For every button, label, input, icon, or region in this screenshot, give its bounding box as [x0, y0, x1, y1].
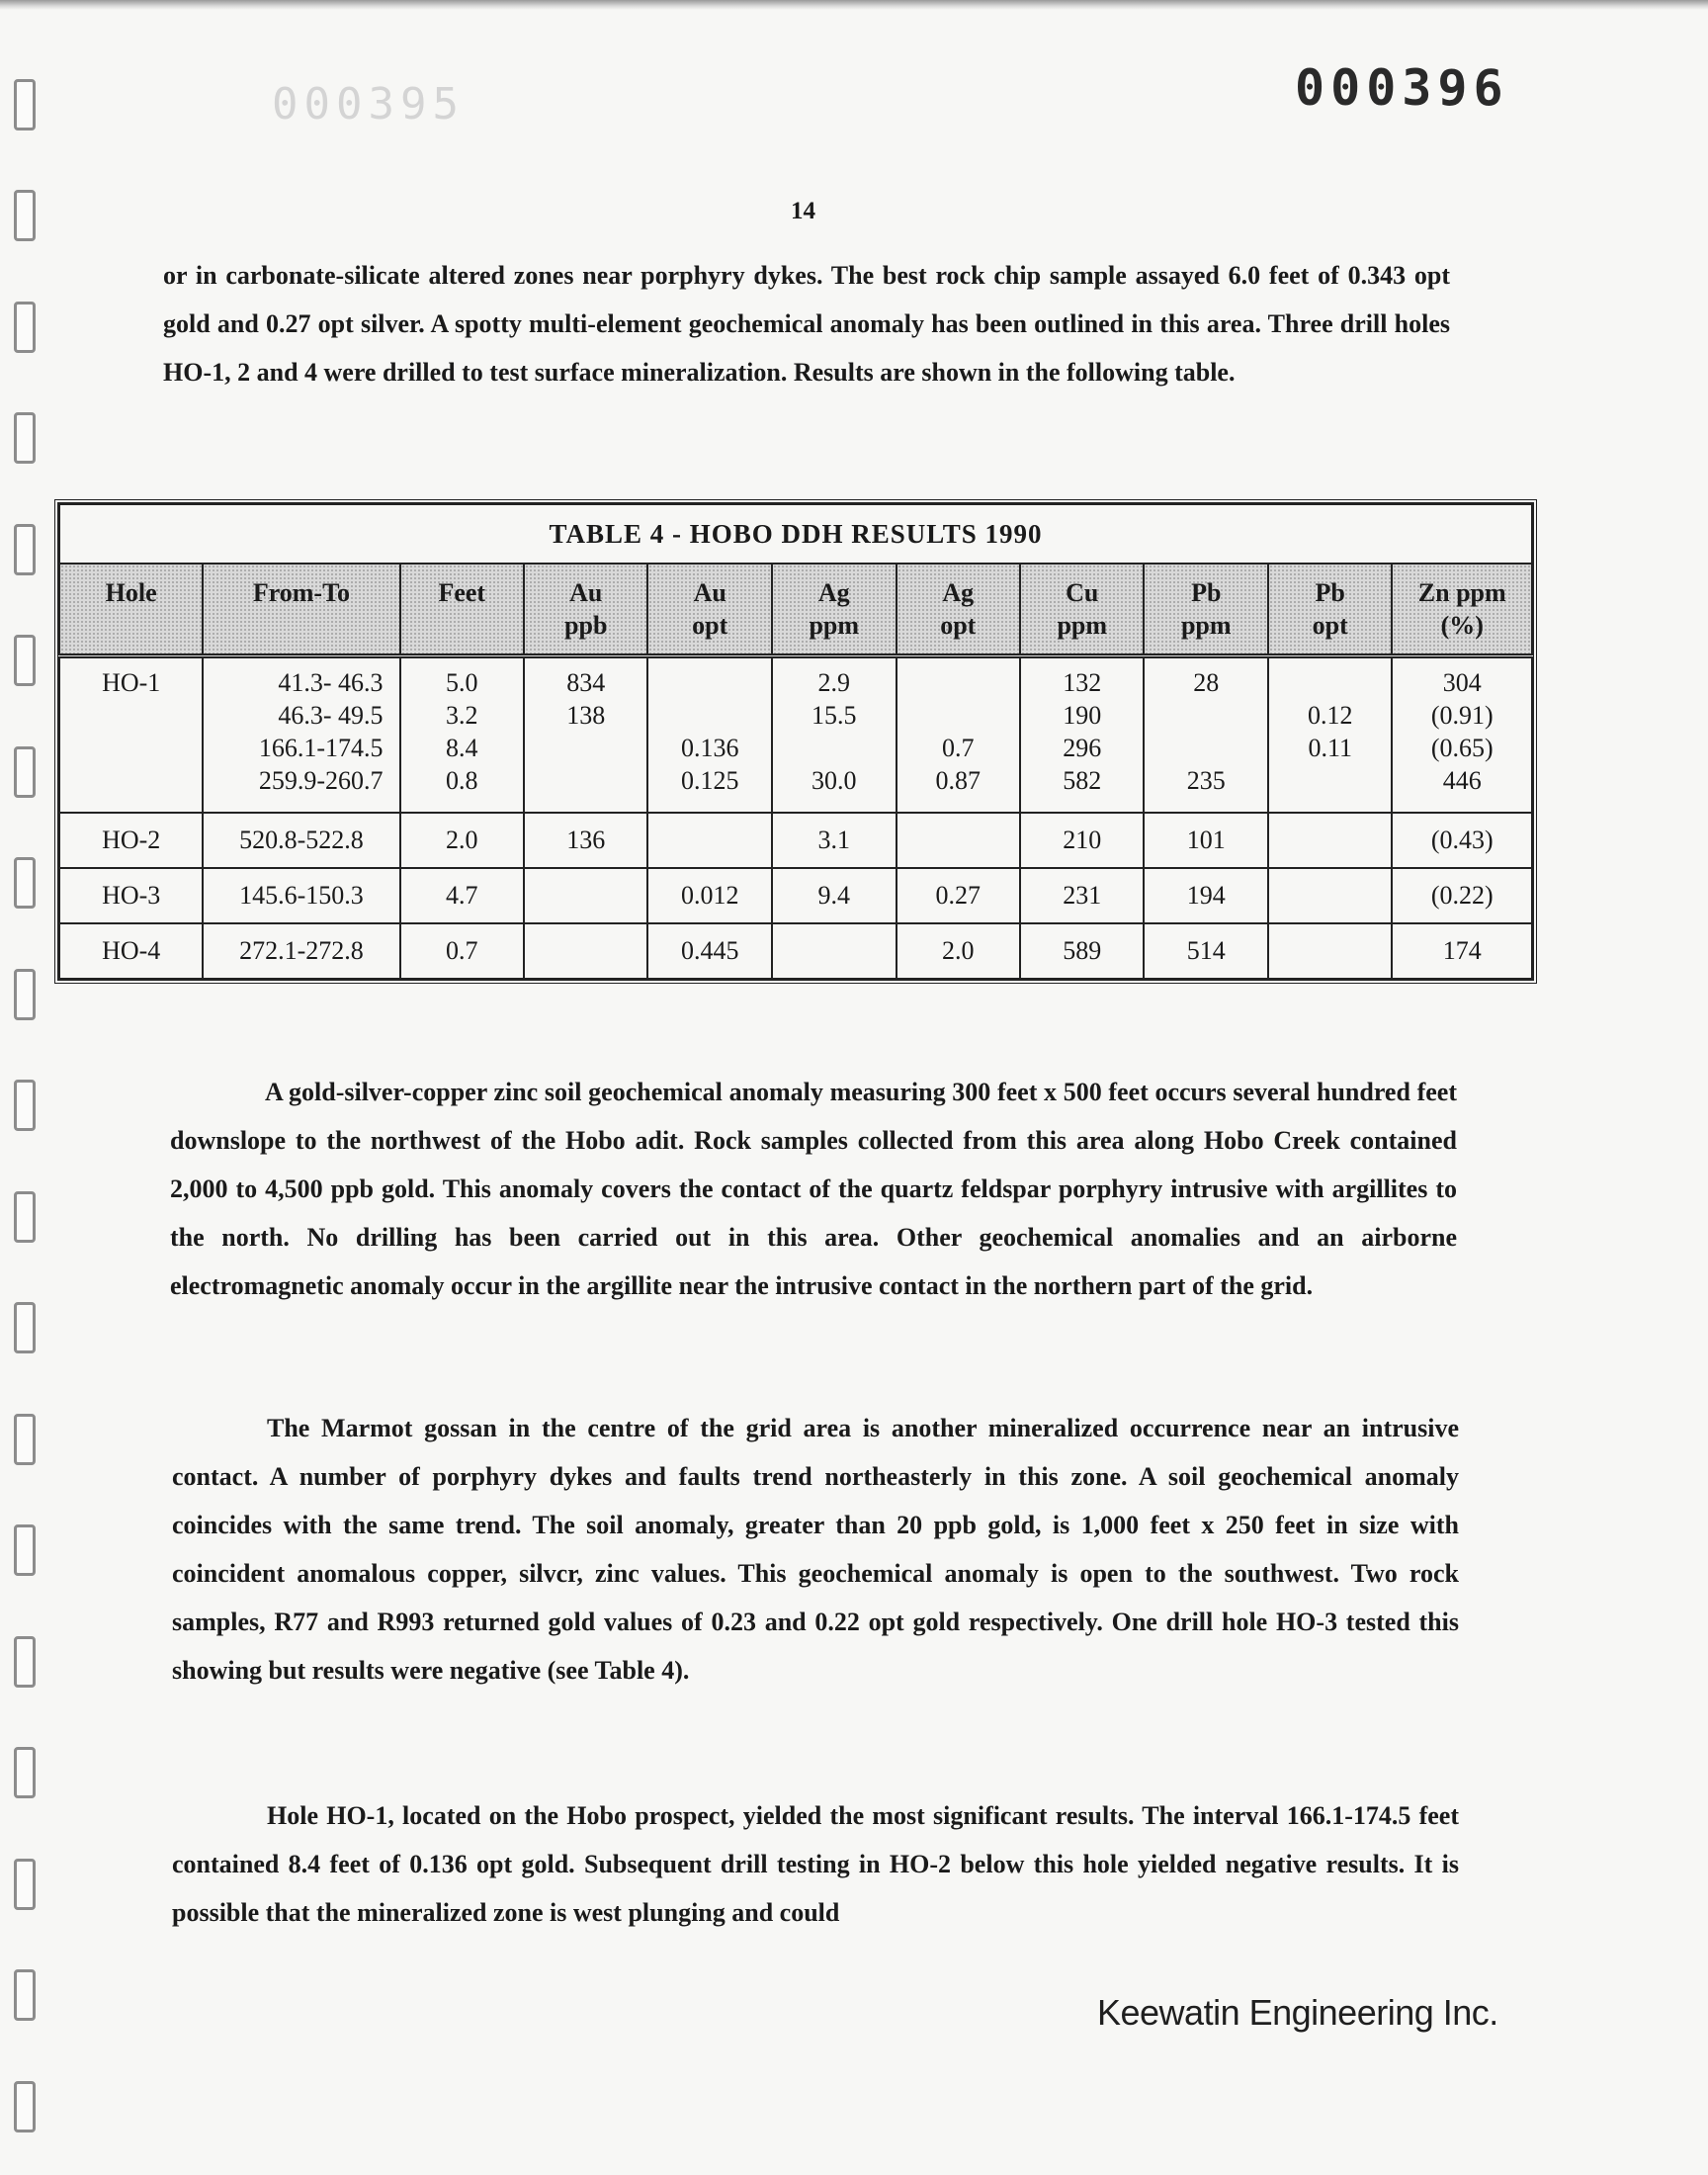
cell-feet: 2.0: [400, 813, 524, 868]
scan-top-edge: [0, 0, 1708, 10]
paragraph-2: A gold-silver-copper zinc soil geochemical anomaly measuring 300 feet x 500 feet occurs several hundred feet downslope to the northwest of the Hobo adit. Rock samples collected from this area along Hobo Creek contained 2,000 to 4,500 ppb gold. This anomaly covers the contact of the quartz feldspar porphyry intrusive with argillites to the north. No drilling has been carried out in this area. Other geochemical anomalies and an airborne electromagnetic anomaly occur in the argillite near the intrusive contact in the northern part of the grid.: [170, 1078, 1457, 1300]
col-header: Ag opt: [897, 564, 1020, 656]
cell-ag-ppm: [772, 923, 897, 979]
binder-hole: [14, 1302, 36, 1353]
binder-hole: [14, 969, 36, 1020]
binder-hole: [14, 1859, 36, 1910]
col-header: Pb ppm: [1144, 564, 1268, 656]
binder-hole: [14, 1969, 36, 2021]
cell-from-to: 272.1-272.8: [203, 923, 399, 979]
cell-zn: (0.22): [1392, 868, 1532, 923]
col-header: From-To: [203, 564, 399, 656]
table-grid: [58, 503, 1533, 980]
cell-pb-ppm: 101: [1144, 813, 1268, 868]
cell-au-ppb: 834 138: [524, 656, 647, 814]
cell-au-ppb: [524, 923, 647, 979]
binder-hole: [14, 412, 36, 464]
cell-hole: HO-1: [59, 656, 203, 814]
cell-hole: HO-4: [59, 923, 203, 979]
binder-hole: [14, 1080, 36, 1131]
table-title: TABLE 4 - HOBO DDH RESULTS 1990: [59, 504, 1532, 564]
cell-au-ppb: 136: [524, 813, 647, 868]
cell-feet: 4.7: [400, 868, 524, 923]
cell-pb-ppm: 28 235: [1144, 656, 1268, 814]
binder-hole: [14, 1414, 36, 1465]
binder-hole: [14, 1524, 36, 1576]
cell-au-ppb: [524, 868, 647, 923]
cell-ag-ppm: 9.4: [772, 868, 897, 923]
cell-zn: 304 (0.91) (0.65) 446: [1392, 656, 1532, 814]
cell-au-opt: [647, 813, 772, 868]
cell-au-opt: 0.136 0.125: [647, 656, 772, 814]
cell-pb-opt: [1268, 813, 1392, 868]
col-header: Au opt: [647, 564, 772, 656]
cell-feet: 5.0 3.2 8.4 0.8: [400, 656, 524, 814]
cell-pb-opt: 0.12 0.11: [1268, 656, 1392, 814]
binder-hole: [14, 857, 36, 909]
binder-hole: [14, 635, 36, 686]
cell-zn: 174: [1392, 923, 1532, 979]
cell-zn: (0.43): [1392, 813, 1532, 868]
document-stamp-number: 000396: [1295, 59, 1509, 117]
table-row-ho-4: [59, 923, 1532, 979]
cell-cu-ppm: 231: [1020, 868, 1145, 923]
cell-from-to: 41.3- 46.3 46.3- 49.5 166.1-174.5 259.9-260.7: [203, 656, 399, 814]
cell-cu-ppm: 132 190 296 582: [1020, 656, 1145, 814]
binder-hole: [14, 2081, 36, 2132]
paragraph-3: The Marmot gossan in the centre of the grid area is another mineralized occurrence near an intrusive contact. A number of porphyry dykes and faults trend northeasterly in this zone. A soil geochemical anomaly coincides with the same trend. The soil anomaly, greater than 20 ppb gold, is 1,000 feet x 250 feet in size with coincident anomalous copper, silvcr, zinc values. This geochemical anomaly is open to the southwest. Two rock samples, R77 and R993 returned gold values of 0.23 and 0.22 opt gold respectively. One drill hole HO-3 tested this showing but results were negative (see Table 4).: [172, 1414, 1459, 1685]
cell-cu-ppm: 210: [1020, 813, 1145, 868]
col-header: Cu ppm: [1020, 564, 1145, 656]
table-row-ho-3: [59, 868, 1532, 923]
col-header: Hole: [59, 564, 203, 656]
cell-pb-opt: [1268, 923, 1392, 979]
table-header-row: [59, 564, 1532, 656]
cell-ag-opt: 0.27: [897, 868, 1020, 923]
cell-ag-opt: [897, 813, 1020, 868]
cell-ag-opt: 0.7 0.87: [897, 656, 1020, 814]
cell-pb-ppm: 194: [1144, 868, 1268, 923]
cell-pb-ppm: 514: [1144, 923, 1268, 979]
table-row-ho-2: [59, 813, 1532, 868]
cell-hole: HO-2: [59, 813, 203, 868]
cell-au-opt: 0.012: [647, 868, 772, 923]
table-title-row: [59, 504, 1532, 564]
col-header: Pb opt: [1268, 564, 1392, 656]
binder-hole: [14, 79, 36, 130]
results-table: [54, 499, 1537, 984]
cell-ag-ppm: 3.1: [772, 813, 897, 868]
col-header: Au ppb: [524, 564, 647, 656]
cell-ag-ppm: 2.9 15.5 30.0: [772, 656, 897, 814]
cell-ag-opt: 2.0: [897, 923, 1020, 979]
binder-hole: [14, 1747, 36, 1798]
paragraph-4: Hole HO-1, located on the Hobo prospect, yielded the most significant results. The interval 166.1-174.5 feet contained 8.4 feet of 0.136 opt gold. Subsequent drill testing in HO-2 below this hole yielded negative results. It is possible that the mineralized zone is west plunging and could: [172, 1801, 1459, 1927]
binder-hole: [14, 746, 36, 798]
cell-au-opt: 0.445: [647, 923, 772, 979]
company-footer: Keewatin Engineering Inc.: [1097, 1992, 1498, 2033]
col-header: Ag ppm: [772, 564, 897, 656]
cell-hole: HO-3: [59, 868, 203, 923]
cell-from-to: 520.8-522.8: [203, 813, 399, 868]
binder-hole: [14, 190, 36, 241]
paragraph-1: or in carbonate-silicate altered zones near porphyry dykes. The best rock chip sample assayed 6.0 feet of 0.343 opt gold and 0.27 opt silver. A spotty multi-element geochemical anomaly has been outlined in this area. Three drill holes HO-1, 2 and 4 were drilled to test surface mineralization. Results are shown in the following table.: [163, 261, 1450, 387]
binder-hole: [14, 524, 36, 575]
binder-hole: [14, 302, 36, 353]
col-header: Zn ppm (%): [1392, 564, 1532, 656]
page-number: 14: [791, 198, 815, 224]
faint-stamp-number: 000395: [272, 79, 465, 130]
binder-hole: [14, 1191, 36, 1243]
cell-feet: 0.7: [400, 923, 524, 979]
cell-cu-ppm: 589: [1020, 923, 1145, 979]
cell-pb-opt: [1268, 868, 1392, 923]
binder-hole: [14, 1636, 36, 1688]
cell-from-to: 145.6-150.3: [203, 868, 399, 923]
table-row-ho-1: [59, 656, 1532, 814]
col-header: Feet: [400, 564, 524, 656]
